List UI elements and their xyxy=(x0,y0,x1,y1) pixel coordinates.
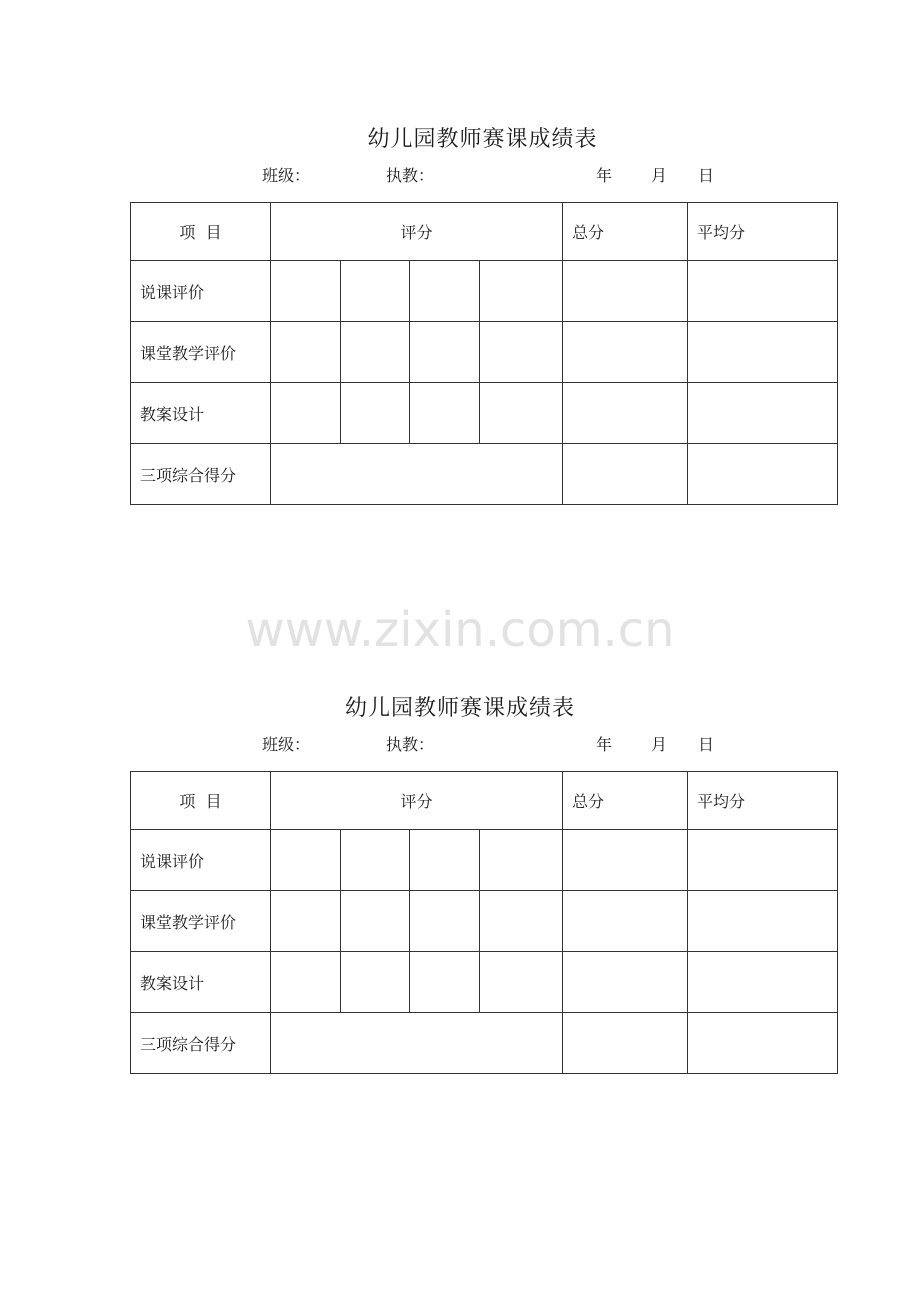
header-total: 总分 xyxy=(563,772,688,830)
summary-row xyxy=(131,1013,838,1074)
teacher-label: 执教： xyxy=(386,166,435,185)
score-cell[interactable] xyxy=(410,891,480,952)
score-cell[interactable] xyxy=(410,830,480,891)
header-total: 总分 xyxy=(563,203,688,261)
form-title: 幼儿园教师赛课成绩表 xyxy=(344,696,575,721)
score-cell[interactable] xyxy=(271,261,341,322)
year-label: 年 xyxy=(596,735,613,754)
month-label: 月 xyxy=(651,166,668,185)
average-cell[interactable] xyxy=(688,1013,838,1074)
watermark: www.zixin.com.cn xyxy=(245,602,675,658)
total-cell[interactable] xyxy=(563,952,688,1013)
average-cell[interactable] xyxy=(688,891,838,952)
row-label: 说课评价 xyxy=(131,830,271,891)
combined-score-cell[interactable] xyxy=(271,444,563,505)
score-cell[interactable] xyxy=(271,891,341,952)
score-cell[interactable] xyxy=(410,322,480,383)
total-cell[interactable] xyxy=(563,444,688,505)
score-cell[interactable] xyxy=(271,322,341,383)
row-label: 课堂教学评价 xyxy=(131,322,271,383)
form-title: 幼儿园教师赛课成绩表 xyxy=(367,127,598,152)
score-cell[interactable] xyxy=(480,383,563,444)
row-label: 教案设计 xyxy=(131,383,271,444)
total-cell[interactable] xyxy=(563,261,688,322)
average-cell[interactable] xyxy=(688,322,838,383)
summary-row xyxy=(131,444,838,505)
score-cell[interactable] xyxy=(271,952,341,1013)
total-cell[interactable] xyxy=(563,383,688,444)
score-cell[interactable] xyxy=(271,383,341,444)
total-cell[interactable] xyxy=(563,891,688,952)
score-table xyxy=(130,771,838,1074)
header-row xyxy=(131,772,838,830)
header-row xyxy=(131,203,838,261)
score-cell[interactable] xyxy=(480,261,563,322)
total-cell[interactable] xyxy=(563,322,688,383)
average-cell[interactable] xyxy=(688,444,838,505)
score-cell[interactable] xyxy=(480,830,563,891)
day-label: 日 xyxy=(698,166,715,185)
table-row xyxy=(131,383,838,444)
score-cell[interactable] xyxy=(341,261,410,322)
table-row xyxy=(131,322,838,383)
combined-score-cell[interactable] xyxy=(271,1013,563,1074)
average-cell[interactable] xyxy=(688,383,838,444)
header-score: 评分 xyxy=(271,772,563,830)
header-average: 平均分 xyxy=(688,772,838,830)
score-cell[interactable] xyxy=(410,261,480,322)
row-label: 三项综合得分 xyxy=(131,1013,271,1074)
score-cell[interactable] xyxy=(341,952,410,1013)
day-label: 日 xyxy=(698,735,715,754)
score-cell[interactable] xyxy=(410,383,480,444)
score-cell[interactable] xyxy=(480,952,563,1013)
score-cell[interactable] xyxy=(341,383,410,444)
class-label: 班级： xyxy=(262,735,311,754)
table-row xyxy=(131,891,838,952)
header-item: 项 目 xyxy=(131,772,271,830)
score-cell[interactable] xyxy=(341,891,410,952)
score-cell[interactable] xyxy=(341,322,410,383)
score-cell[interactable] xyxy=(271,830,341,891)
header-average: 平均分 xyxy=(688,203,838,261)
score-cell[interactable] xyxy=(341,830,410,891)
table-row xyxy=(131,952,838,1013)
table-row xyxy=(131,830,838,891)
row-label: 说课评价 xyxy=(131,261,271,322)
score-cell[interactable] xyxy=(410,952,480,1013)
teacher-label: 执教： xyxy=(386,735,435,754)
row-label: 课堂教学评价 xyxy=(131,891,271,952)
month-label: 月 xyxy=(651,735,668,754)
average-cell[interactable] xyxy=(688,952,838,1013)
total-cell[interactable] xyxy=(563,830,688,891)
score-cell[interactable] xyxy=(480,322,563,383)
year-label: 年 xyxy=(596,166,613,185)
row-label: 教案设计 xyxy=(131,952,271,1013)
total-cell[interactable] xyxy=(563,1013,688,1074)
row-label: 三项综合得分 xyxy=(131,444,271,505)
average-cell[interactable] xyxy=(688,830,838,891)
score-cell[interactable] xyxy=(480,891,563,952)
score-table xyxy=(130,202,838,505)
average-cell[interactable] xyxy=(688,261,838,322)
header-item: 项 目 xyxy=(131,203,271,261)
header-score: 评分 xyxy=(271,203,563,261)
class-label: 班级： xyxy=(262,166,311,185)
table-row xyxy=(131,261,838,322)
